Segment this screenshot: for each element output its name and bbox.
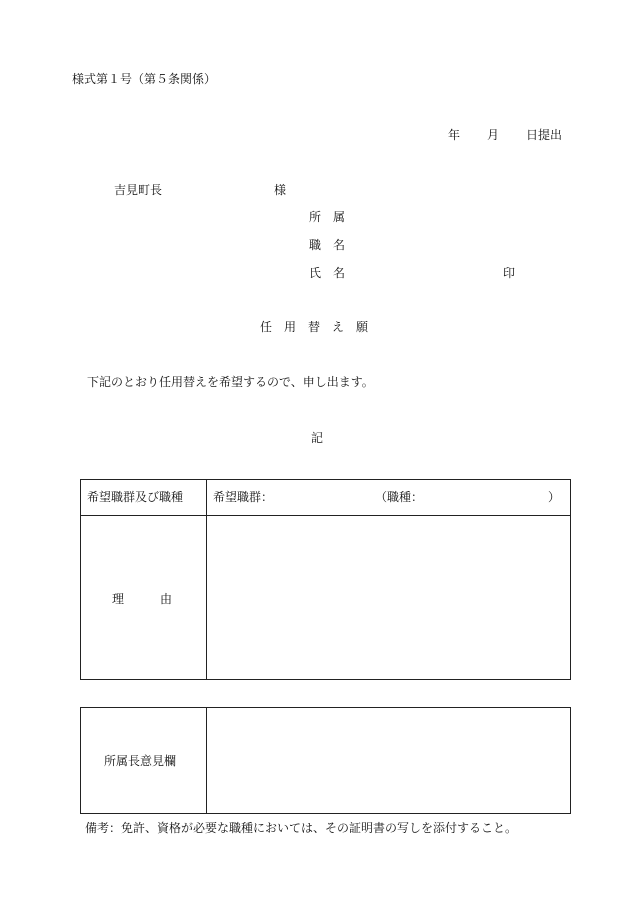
applicant-name-field [309,265,357,281]
remark-note: 備考：免許、資格が必要な職種においては、その証明書の写しを添付すること。 [85,821,518,835]
applicant-job-title-field [309,237,357,253]
request-statement: 下記のとおり任用替えを希望するので、申し出ます。 [87,375,374,389]
addressee [114,182,286,198]
request-details-table [80,479,571,680]
affiliation-label: 所属 [309,210,358,224]
supervisor-opinion-label: 所属長意見欄 [104,754,177,768]
desired-job-type-close: ） [548,490,561,504]
table-row-divider [81,515,570,516]
date-year-label: 年 [448,128,461,142]
submission-date [448,127,562,143]
form-number: 様式第１号（第５条関係） [72,72,217,86]
name-label: 氏名 [309,266,358,280]
addressee-honorific: 様 [274,183,287,197]
job-title-label: 職名 [309,238,358,252]
supervisor-opinion-table [80,707,571,814]
desired-job-type-field[interactable]: （職種： [375,490,424,504]
desired-job-group-field[interactable]: 希望職群： [213,490,274,504]
seal-mark: 印 [503,266,516,280]
reason-label: 理由 [112,592,209,606]
date-month-label: 月 [487,128,500,142]
date-day-submitted-label: 日提出 [526,128,563,142]
table-column-divider [206,708,207,813]
table-column-divider [206,480,207,679]
applicant-affiliation-field [309,209,357,225]
desired-job-label: 希望職群及び職種 [87,490,184,504]
ki-heading: 記 [311,431,324,445]
document-title: 任用替え願 [260,320,381,334]
addressee-name: 吉見町長 [114,183,163,197]
